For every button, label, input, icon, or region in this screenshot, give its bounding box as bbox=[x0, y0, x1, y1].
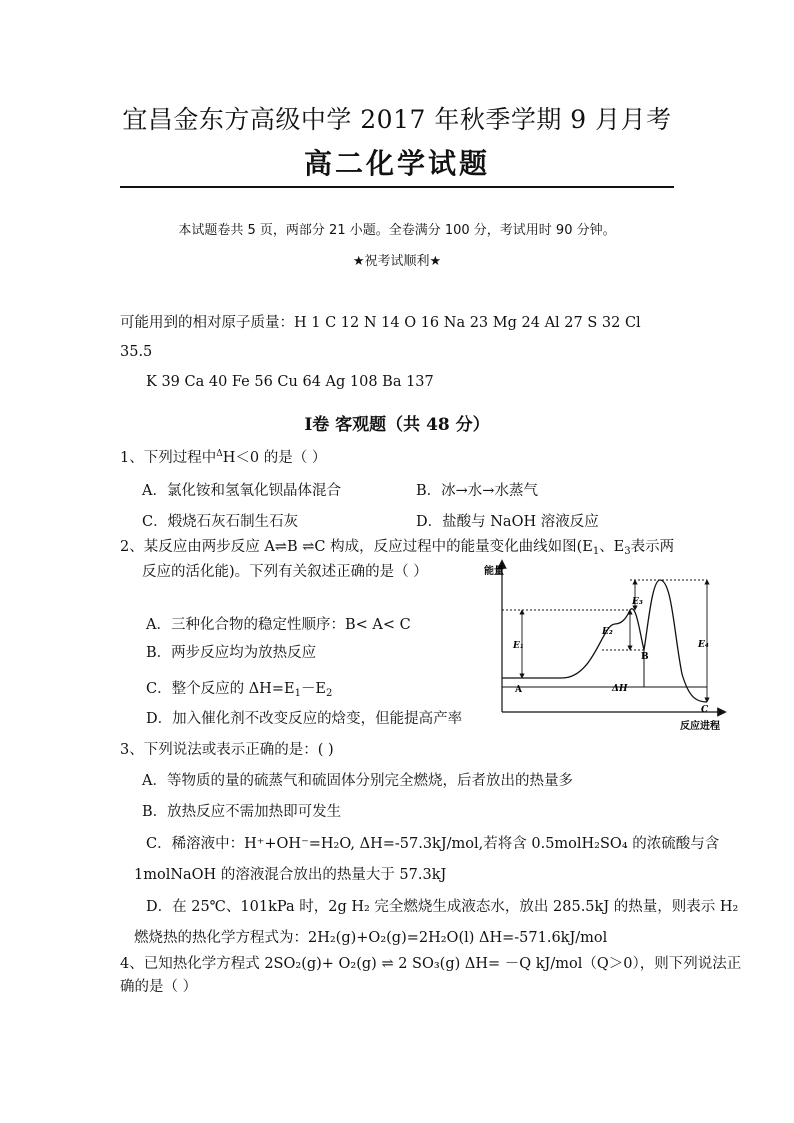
q3-option-b: B．放热反应不需加热即可发生 bbox=[142, 804, 342, 820]
q3-stem: 3、下列说法或表示正确的是：( ) bbox=[120, 742, 334, 758]
q3-option-a: A．等物质的量的硫蒸气和硫固体分别完全燃烧，后者放出的热量多 bbox=[142, 773, 573, 789]
label-e1: E₁ bbox=[513, 641, 524, 651]
q3-option-c-line1: C．稀溶液中：H⁺+OH⁻=H₂O, ΔH=-57.3kJ/mol,若将含 0.5molH₂SO₄ 的浓硫酸与含 bbox=[146, 836, 720, 852]
q2-stem1: 2、某反应由两步反应 A⇌B ⇌C 构成，反应过程中的能量变化曲线如图(E bbox=[120, 539, 593, 555]
q4-stem-line2: 确的是（ ） bbox=[120, 979, 198, 995]
q2-option-c-sub1: 1 bbox=[294, 688, 301, 699]
energy-curve bbox=[502, 580, 707, 702]
label-e4: E₄ bbox=[698, 640, 709, 650]
q3-option-c-line2: 1molNaOH 的溶液混合放出的热量大于 57.3kJ bbox=[134, 867, 447, 883]
label-dh: ΔH bbox=[612, 684, 628, 694]
q2-option-c-b: －E bbox=[300, 681, 327, 697]
title-rule bbox=[120, 186, 674, 188]
q3-option-d-line1: D．在 25℃、101kPa 时，2g H₂ 完全燃烧生成液态水，放出 285.5kJ 的热量，则表示 H₂ bbox=[146, 899, 739, 915]
atomic-masses-line2: 35.5 bbox=[120, 344, 153, 360]
label-c: C bbox=[701, 705, 709, 715]
x-axis-label: 反应进程 bbox=[680, 721, 720, 732]
q1-option-c: C．煅烧石灰石制生石灰 bbox=[142, 514, 299, 530]
atomic-masses-line1: 可能用到的相对原子质量：H 1 C 12 N 14 O 16 Na 23 Mg 24 Al 27 S 32 Cl bbox=[120, 315, 641, 331]
q1-delta-mark: Δ bbox=[216, 449, 223, 460]
q2-stem-line2: 反应的活化能)。下列有关叙述正确的是（ ） bbox=[142, 564, 428, 580]
q1-stem-a: 1、下列过程中 bbox=[120, 450, 217, 466]
energy-diagram bbox=[482, 554, 732, 734]
exam-subtitle: 高二化学试题 bbox=[303, 147, 490, 180]
q1-stem bbox=[120, 446, 326, 467]
exam-title: 宜昌金东方高级中学 2017 年秋季学期 9 月月考 bbox=[122, 105, 672, 134]
q1-stem-b: H＜0 的是（ ） bbox=[222, 450, 327, 466]
q2-option-a: A．三种化合物的稳定性顺序：B< A< C bbox=[146, 617, 411, 633]
section-title: Ⅰ卷 客观题（共 48 分） bbox=[304, 415, 490, 435]
q1-option-b: B．冰→水→水蒸气 bbox=[416, 483, 538, 499]
exam-wish: ★祝考试顺利★ bbox=[352, 254, 442, 269]
q1-option-a: A．氯化铵和氢氧化钡晶体混合 bbox=[142, 483, 341, 499]
q1-option-d: D．盐酸与 NaOH 溶液反应 bbox=[416, 514, 599, 530]
q2-option-c bbox=[146, 677, 332, 699]
q2-option-b: B．两步反应均为放热反应 bbox=[146, 645, 317, 661]
q2-sub1: 1 bbox=[592, 546, 600, 557]
q2-option-c-sub2: 2 bbox=[326, 688, 333, 699]
label-e2: E₂ bbox=[602, 627, 613, 637]
q3-option-d-line2: 燃烧热的热化学方程式为：2H₂(g)+O₂(g)=2H₂O(l) ΔH=-571.6kJ/mol bbox=[134, 930, 608, 946]
q2-option-c-a: C．整个反应的 ΔH=E bbox=[146, 681, 295, 697]
q2-option-d: D．加入催化剂不改变反应的焓变，但能提高产率 bbox=[146, 711, 463, 727]
exam-note: 本试题卷共 5 页，两部分 21 小题。全卷满分 100 分，考试用时 90 分钟。 bbox=[178, 223, 616, 238]
label-e3: E₃ bbox=[632, 597, 643, 607]
q2-stem1b: 、E bbox=[599, 539, 625, 555]
q2-stem1c: 表示两 bbox=[630, 539, 675, 555]
q4-stem-line1: 4、已知热化学方程式 2SO₂(g)+ O₂(g) ⇌ 2 SO₃(g) ΔH= －Q kJ/mol（Q＞0），则下列说法正 bbox=[120, 956, 742, 972]
q2-sub3: 3 bbox=[624, 546, 631, 557]
label-b: B bbox=[641, 652, 649, 662]
y-axis-label: 能量 bbox=[484, 566, 504, 577]
label-a: A bbox=[515, 685, 522, 695]
atomic-masses-line3: K 39 Ca 40 Fe 56 Cu 64 Ag 108 Ba 137 bbox=[146, 374, 434, 390]
